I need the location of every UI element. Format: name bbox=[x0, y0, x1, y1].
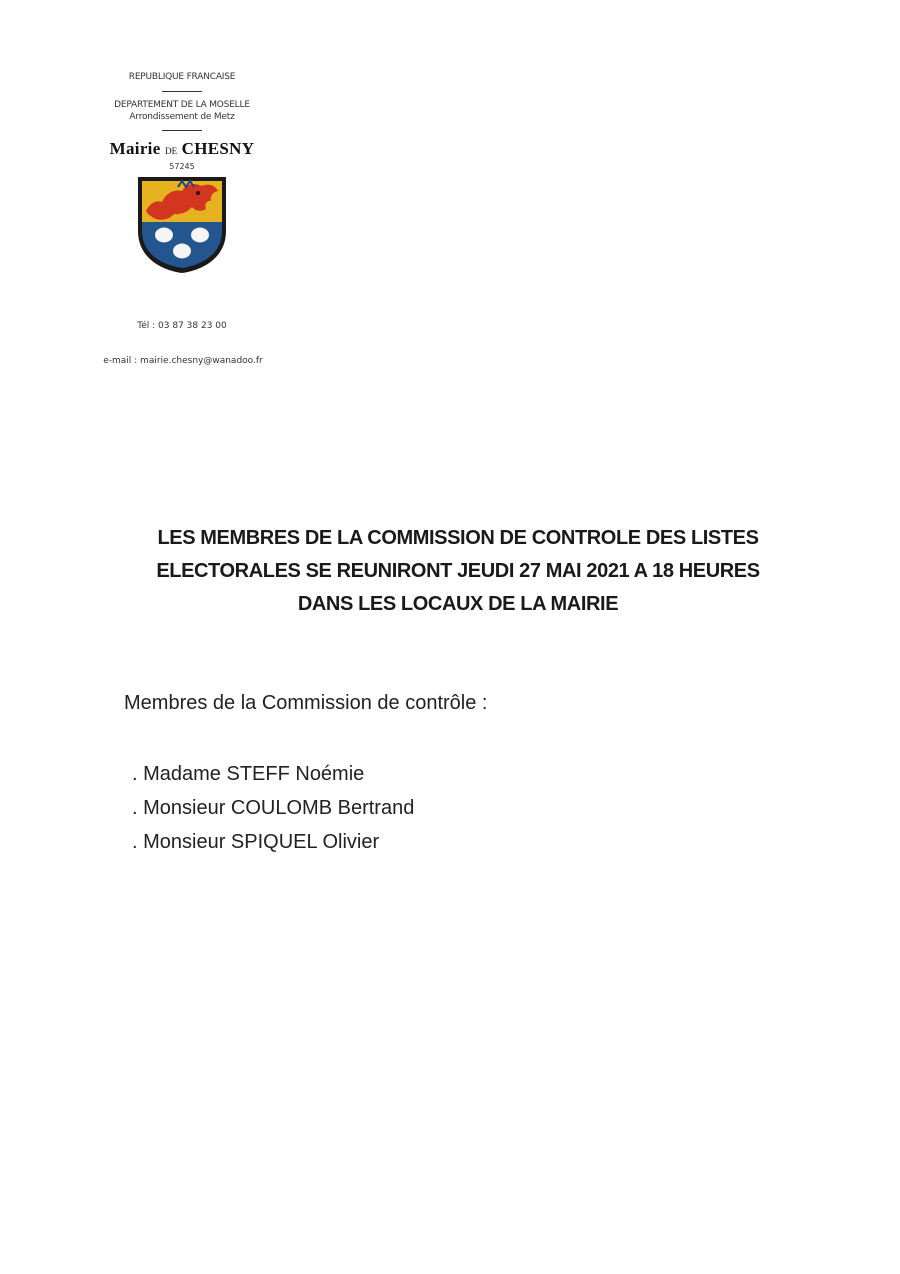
divider bbox=[162, 91, 202, 92]
department-label: DEPARTEMENT DE LA MOSELLE bbox=[114, 100, 250, 110]
mairie-de: DE bbox=[165, 146, 178, 156]
email-address: e-mail : mairie.chesny@wanadoo.fr bbox=[103, 356, 263, 366]
postcode: 57245 bbox=[169, 162, 195, 171]
arrondissement-label: Arrondissement de Metz bbox=[129, 112, 235, 122]
member-item: . Monsieur COULOMB Bertrand bbox=[132, 797, 415, 819]
republic-label: REPUBLIQUE FRANCAISE bbox=[128, 72, 236, 82]
coat-of-arms-icon bbox=[132, 171, 232, 275]
members-list bbox=[132, 760, 414, 862]
meeting-announcement bbox=[100, 522, 816, 621]
mairie-title bbox=[82, 139, 282, 159]
member-item: . Monsieur SPIQUEL Olivier bbox=[132, 831, 380, 853]
announcement-line: LES MEMBRES DE LA COMMISSION DE CONTROLE DES LISTES bbox=[157, 527, 759, 549]
member-item: . Madame STEFF Noémie bbox=[132, 763, 365, 785]
letterhead bbox=[82, 72, 282, 275]
announcement-line: ELECTORALES SE REUNIRONT JEUDI 27 MAI 2021 A 18 HEURES bbox=[156, 560, 760, 582]
phone-number: Tél : 03 87 38 23 00 bbox=[137, 321, 227, 331]
announcement-line: DANS LES LOCAUX DE LA MAIRIE bbox=[297, 593, 619, 615]
mairie-name: CHESNY bbox=[181, 139, 255, 158]
divider bbox=[162, 130, 202, 131]
members-heading: Membres de la Commission de contrôle : bbox=[124, 692, 488, 714]
mairie-prefix: Mairie bbox=[109, 139, 161, 158]
